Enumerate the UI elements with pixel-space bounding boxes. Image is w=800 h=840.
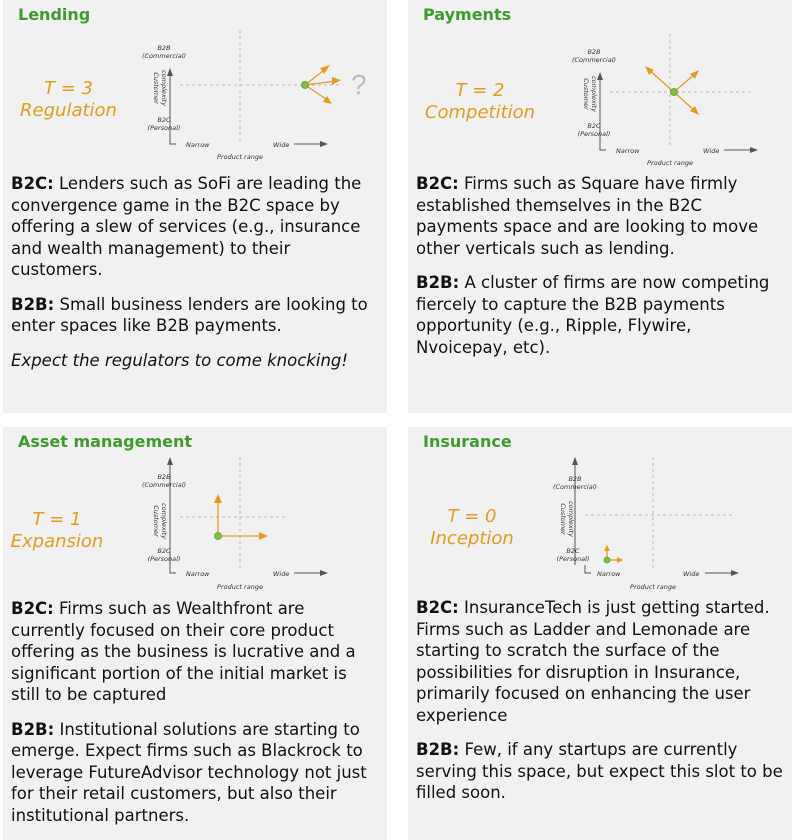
note-paragraph [11, 350, 379, 372]
note-text: Expect the regulators to come knocking! [11, 350, 348, 370]
stage-label [3, 509, 111, 553]
x-axis-corner [170, 565, 176, 573]
x-arrowhead-icon [320, 570, 328, 576]
b2b-label: B2B: [11, 719, 55, 739]
x-arrowhead-icon [750, 147, 758, 153]
x-right-label: Wide [273, 141, 290, 149]
x-axis-corner [170, 138, 176, 144]
panel-title: Payments [423, 5, 512, 24]
panel-asset-management [3, 427, 387, 840]
arrowhead-icon [214, 494, 222, 503]
y-bottom-label: B2C [566, 547, 580, 555]
y-bottom-sublabel: (Personal) [577, 130, 611, 138]
x-axis-title: Product range [217, 583, 263, 591]
y-axis-title-1: Customer [582, 78, 590, 110]
x-arrowhead-icon [320, 141, 328, 147]
panel-title: Lending [18, 5, 91, 24]
stage-label [416, 80, 544, 124]
y-top-sublabel: (Commercial) [141, 52, 187, 60]
y-top-label: B2B [568, 475, 582, 483]
x-right-label: Wide [683, 570, 700, 578]
x-left-label: Narrow [616, 147, 640, 155]
x-arrowhead-icon [731, 570, 739, 576]
y-top-label: B2B [157, 44, 171, 52]
y-axis-title-2: complexity [567, 501, 575, 537]
y-bottom-sublabel: (Personal) [556, 555, 590, 563]
panel-body [11, 173, 379, 384]
stage-number: T = 2 [455, 80, 505, 101]
stage-name: Inception [430, 528, 514, 549]
stage-label [416, 506, 528, 550]
panel-lending [3, 0, 387, 413]
y-top-sublabel: (Commercial) [571, 56, 617, 64]
b2c-label: B2C: [11, 599, 54, 618]
y-axis-title-1: Customer [559, 503, 567, 535]
panel-body [416, 173, 784, 371]
stage-number: T = 3 [44, 78, 93, 99]
b2c-label: B2C: [416, 174, 459, 193]
y-bottom-sublabel: (Personal) [147, 555, 181, 563]
b2b-paragraph [11, 719, 379, 827]
y-bottom-sublabel: (Personal) [147, 124, 181, 132]
panel-body [416, 597, 784, 817]
x-left-label: Narrow [186, 141, 210, 149]
b2c-text: Lenders such as SoFi are leading the convergence game in the B2C space by offering a slew of services (e.g., insurance and wealth management) to their customers. [11, 174, 362, 279]
b2c-paragraph [11, 173, 379, 281]
stage-label [11, 78, 126, 122]
stage-number: T = 0 [447, 506, 497, 527]
b2b-text: A cluster of firms are now competing fiercely to capture the B2B payments opportunity (e.g., Ripple, Flywire, Nvoicepay, etc). [416, 273, 770, 357]
panel-title: Insurance [423, 432, 512, 451]
x-axis-corner [600, 142, 606, 150]
y-arrowhead-icon [572, 457, 578, 465]
panel-insurance [408, 427, 792, 840]
b2b-text: Institutional solutions are starting to emerge. Expect firms such as Blackrock to leverage FutureAdvisor technology not just for their retail customers, but also their institutional partners. [11, 719, 367, 825]
b2c-paragraph [11, 598, 379, 706]
y-axis-title-2: complexity [160, 70, 168, 106]
panel-body [11, 598, 379, 839]
panel-payments [408, 0, 792, 413]
y-axis-title-1: Customer [152, 505, 160, 537]
b2c-paragraph [416, 173, 784, 259]
x-axis-title: Product range [630, 583, 676, 591]
positioning-diagram [543, 465, 743, 589]
y-axis-title-1: Customer [152, 72, 160, 104]
question-mark: ? [351, 69, 367, 100]
b2c-paragraph [416, 597, 784, 726]
x-left-label: Narrow [186, 570, 210, 578]
y-bottom-label: B2C [157, 116, 171, 124]
x-right-label: Wide [273, 570, 290, 578]
b2b-paragraph [416, 272, 784, 358]
b2b-label: B2B: [416, 740, 460, 759]
x-axis-corner [585, 565, 591, 573]
x-axis-title: Product range [217, 153, 263, 161]
b2c-text: Firms such as Wealthfront are currently focused on their core product offering as the business is lucrative and a significant portion of the initial market is still to be captured [11, 599, 356, 704]
positioning-diagram [138, 38, 367, 162]
y-top-label: B2B [157, 473, 171, 481]
stage-name: Competition [424, 102, 536, 123]
x-left-label: Narrow [597, 570, 621, 578]
x-axis-title: Product range [647, 159, 693, 167]
stage-name: Expansion [10, 531, 104, 552]
positioning-diagram [138, 465, 338, 589]
position-dot [604, 557, 610, 563]
positioning-diagram [568, 42, 768, 166]
arrowhead-icon [617, 557, 623, 563]
b2c-text: Firms such as Square have firmly established themselves in the B2C payments space and are looking to move other verticals such as lending. [416, 174, 759, 258]
arrowhead-icon [604, 545, 610, 551]
y-axis-title-2: complexity [160, 503, 168, 539]
arrowhead-icon [332, 77, 341, 85]
b2b-paragraph [11, 294, 379, 337]
x-right-label: Wide [703, 147, 720, 155]
y-arrowhead-icon [167, 457, 173, 465]
y-top-sublabel: (Commercial) [552, 483, 598, 491]
panel-title: Asset management [18, 432, 193, 451]
stage-name: Regulation [20, 100, 117, 121]
b2c-label: B2C: [11, 174, 54, 193]
position-dot [215, 533, 222, 540]
y-bottom-label: B2C [157, 547, 171, 555]
b2b-text: Small business lenders are looking to enter spaces like B2B payments. [11, 294, 368, 335]
y-axis-title-2: complexity [590, 76, 598, 112]
y-top-label: B2B [587, 48, 601, 56]
b2b-label: B2B: [11, 294, 55, 314]
b2b-label: B2B: [416, 273, 460, 292]
y-top-sublabel: (Commercial) [141, 481, 187, 489]
position-dot [302, 82, 309, 89]
y-bottom-label: B2C [587, 122, 601, 130]
b2c-text: InsuranceTech is just getting started. Firms such as Ladder and Lemonade are starting to scratch the surface of the possibilities for disruption in Insurance, primarily focused on enhancing the user experience [416, 598, 770, 725]
b2b-paragraph [416, 739, 784, 804]
position-dot [671, 89, 678, 96]
arrowhead-icon [259, 532, 268, 540]
b2b-text: Few, if any startups are currently serving this space, but expect this slot to be filled soon. [416, 740, 783, 802]
b2c-label: B2C: [416, 598, 459, 617]
stage-number: T = 1 [32, 509, 82, 530]
